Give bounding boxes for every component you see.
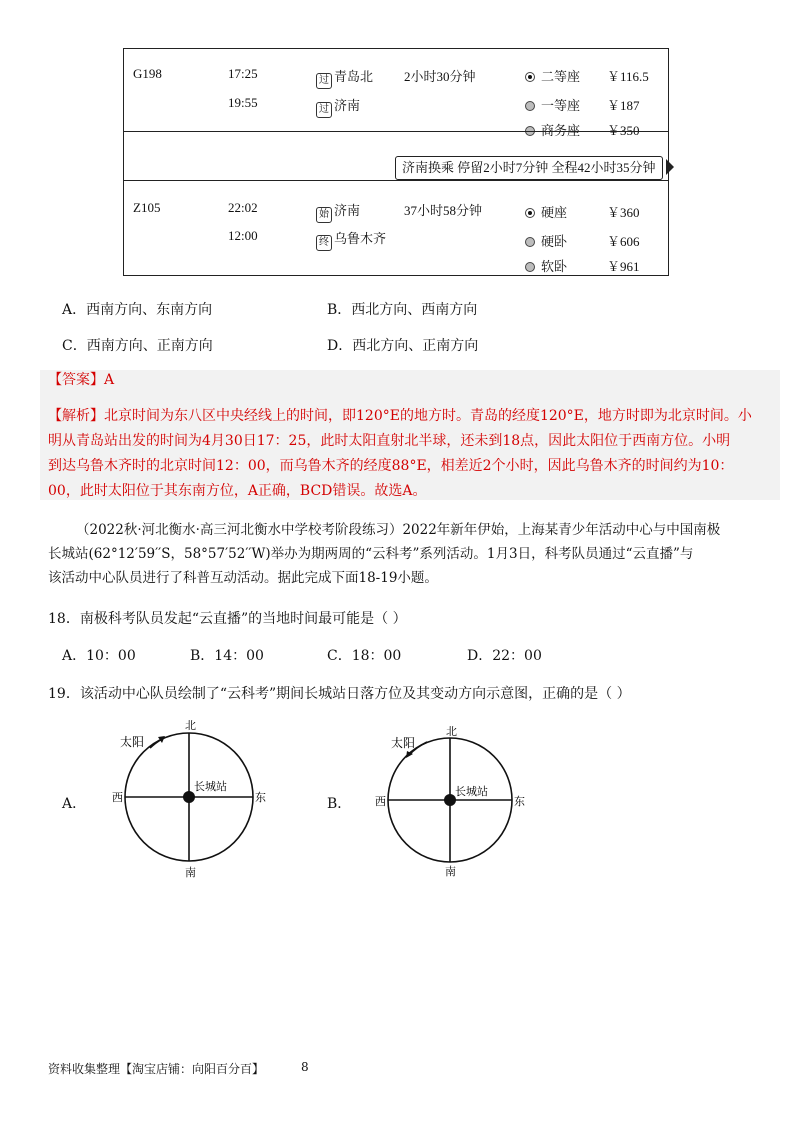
departure-time: 22:02 [228,200,258,215]
seat-price: ￥360 [607,205,640,220]
east-label: 东 [514,795,525,808]
station-label: 长城站 [455,785,488,798]
question-19: 19．该活动中心队员绘制了“云科考”期间长城站日落方位及其变动方向示意图，正确的是（ ） [48,686,631,702]
south-label: 南 [185,866,196,878]
departure-station: 过 青岛北 [316,66,373,89]
south-label: 南 [445,865,456,878]
north-label: 北 [185,719,196,732]
departure-station: 始 济南 [316,200,360,223]
analysis [48,404,778,504]
seat-option[interactable]: 二等座 [525,66,580,85]
analysis-line: 到达乌鲁木齐时的北京时间12：00，而乌鲁木齐的经度88°E，相差近2个小时，因此乌鲁木齐的时间约为10： [48,458,734,474]
transfer-info: 济南换乘 停留2小时7分钟 全程42小时35分钟 [395,156,663,180]
sun-path-arrow [150,739,162,748]
option-d[interactable]: D．22：00 [467,648,542,664]
radio-icon [525,101,535,111]
option-a[interactable]: A．西南方向、东南方向 [62,302,213,318]
radio-selected-icon [525,72,535,82]
intro-line: （2022秋·河北衡水·高三河北衡水中学校考阶段练习）2022年新年伊始，上海某青少年活动中心与中国南极 [76,522,721,538]
answer-label: 【答案】A [48,372,115,388]
seat-option[interactable]: 软卧 [525,256,567,275]
radio-selected-icon [525,208,535,218]
west-label: 西 [375,795,386,808]
pass-station-icon: 过 [316,73,332,89]
intro-line: 该活动中心队员进行了科普互动活动。据此完成下面18-19小题。 [48,570,438,586]
seat-option[interactable]: 一等座 [525,95,580,114]
pass-station-icon: 过 [316,102,332,118]
arrival-time: 12:00 [228,228,258,243]
arrow-icon [158,736,165,743]
analysis-line: 00，此时太阳位于其东南方位，A正确，BCD错误。故选A。 [48,483,427,499]
option-b[interactable]: B．西北方向、西南方向 [327,302,478,318]
option-d[interactable]: D．西北方向、正南方向 [327,338,479,354]
sun-label: 太阳 [120,735,145,749]
sunset-diagram-b[interactable] [373,725,533,885]
arrival-station: 过 济南 [316,95,360,118]
option-b-label[interactable]: B． [327,796,352,812]
seat-price: ￥350 [607,123,640,138]
intro-line: 长城站(62°12′59′′S，58°57′52′′W)举办为期两周的“云科考”系列活动。1月3日，科考队员通过“云直播”与 [48,546,694,562]
radio-icon [525,237,535,247]
seat-option[interactable]: 硬卧 [525,231,567,250]
terminal-station-icon: 终 [316,235,332,251]
divider [123,180,669,181]
analysis-line: 【解析】北京时间为东八区中央经线上的时间，即120°E的地方时。青岛的经度120°E，地方时即为北京时间。小 [48,408,752,424]
sun-label: 太阳 [391,736,416,750]
intro-paragraph [48,518,783,590]
arrival-time: 19:55 [228,95,258,110]
seat-option[interactable]: 硬座 [525,202,567,221]
station-label: 长城站 [194,780,227,793]
departure-time: 17:25 [228,66,258,81]
seat-price: ￥187 [607,98,640,113]
page-number: 8 [301,1060,309,1074]
origin-station-icon: 始 [316,207,332,223]
radio-icon [525,262,535,272]
option-b[interactable]: B．14：00 [190,648,264,664]
north-label: 北 [446,725,457,738]
divider [123,131,669,132]
travel-duration: 37小时58分钟 [404,203,483,218]
option-a-label[interactable]: A． [62,796,87,812]
sunset-diagram-a[interactable] [110,718,270,878]
option-c[interactable]: C．西南方向、正南方向 [62,338,213,354]
train-number-g198: G198 [133,66,162,81]
seat-price: ￥116.5 [607,69,649,84]
west-label: 西 [112,791,123,804]
east-label: 东 [255,791,266,804]
travel-duration: 2小时30分钟 [404,69,476,84]
arrival-station: 终 乌鲁木齐 [316,228,386,251]
arrow-right-icon [666,159,674,175]
option-a[interactable]: A．10：00 [62,648,136,664]
question-18: 18．南极科考队员发起“云直播”的当地时间最可能是（ ） [48,611,407,627]
option-c[interactable]: C．18：00 [327,648,402,664]
analysis-line: 明从青岛站出发的时间为4月30日17：25，此时太阳直射北半球，还未到18点，因此太阳位于西南方位。小明 [48,433,731,449]
seat-option[interactable]: 商务座 [525,120,580,139]
seat-price: ￥961 [607,259,640,274]
seat-price: ￥606 [607,234,640,249]
train-number-z105: Z105 [133,200,161,215]
footer-text: 资料收集整理【淘宝店铺：向阳百分百】 [48,1062,265,1076]
